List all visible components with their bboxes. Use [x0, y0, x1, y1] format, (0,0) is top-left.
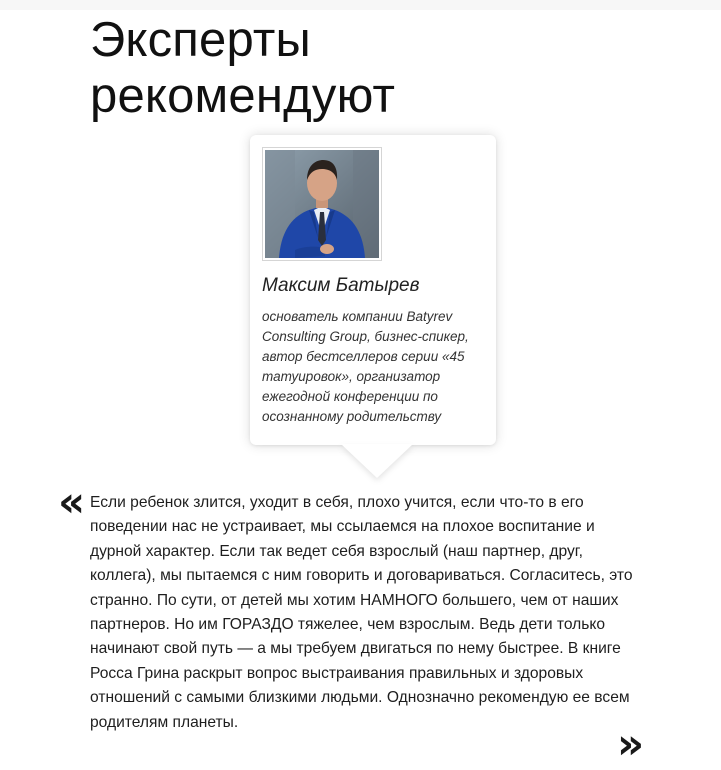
top-strip — [0, 0, 721, 10]
quote-text: Если ребенок злится, уходит в себя, плохо учится, если что-то в его поведении нас не устраивает, мы ссылаемся на плохое воспитание и дурной характер. Если так ведет себя взрослый (наш партнер, друг, коллега), мы пытаемся с ним говорить и договариваться. Согласитесь, это странно. По сути, от детей мы хотим НАМНОГО большего, чем от наших партнеров. Но им ГОРАЗДО тяжелее, чем взрослым. Ведь дети только начинают свой путь — а мы требуем двигаться по нему быстрее. В книге Росса Грина раскрыт вопрос выстраивания правильных и здоровых отношений с самыми близкими людьми. Однозначно рекомендую ее всем родителям планеты. — [90, 494, 633, 731]
expert-name: Максим Батырев — [262, 275, 420, 296]
expert-portrait-icon — [265, 150, 379, 258]
page-title-line-1: Эксперты — [90, 13, 311, 67]
page-title-line-2: рекомендуют — [90, 69, 396, 123]
expert-photo — [262, 147, 382, 261]
expert-card — [250, 135, 496, 445]
expert-role: основатель компании Batyrev Consulting Group, бизнес-спикер, автор бестселлеров серии «45 татуировок», организатор ежегодной конференции по осознанному родительству — [262, 309, 469, 424]
open-quote-icon: « — [58, 477, 86, 526]
close-quote-icon: » — [617, 719, 645, 768]
page-title — [90, 12, 650, 124]
card-pointer — [341, 444, 413, 478]
